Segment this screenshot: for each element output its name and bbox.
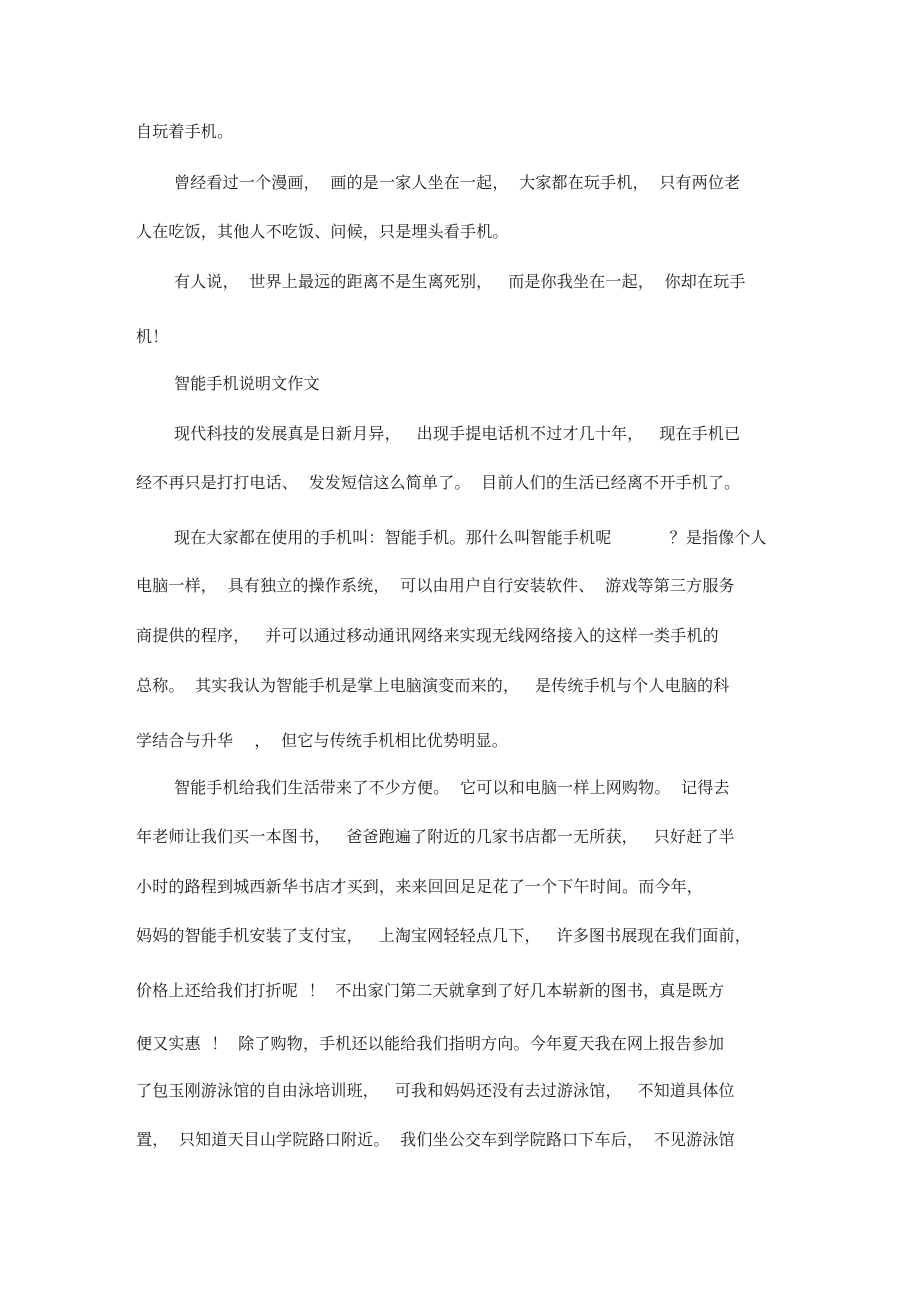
- text-line: 现代科技的发展真是日新月异， 出现手提电话机不过才几十年， 现在手机已: [174, 424, 741, 443]
- text-line: 有人说， 世界上最远的距离不是生离死别， 而是你我坐在一起， 你却在玩手: [174, 272, 746, 291]
- text-line: 了包玉刚游泳馆的自由泳培训班， 可我和妈妈还没有去过游泳馆， 不知道具体位: [136, 1081, 735, 1100]
- text-line: 自玩着手机。: [136, 122, 234, 141]
- text-line: 曾经看过一个漫画， 画的是一家人坐在一起， 大家都在玩手机， 只有两位老: [174, 173, 741, 192]
- text-line: 经不再只是打打电话、 发发短信这么简单了。 目前人们的生活已经离不开手机了。: [136, 473, 741, 492]
- text-line: 总称。 其实我认为智能手机是掌上电脑演变而来的， 是传统手机与个人电脑的科: [136, 676, 730, 695]
- text-line: 价格上还给我们打折呢 ！ 不出家门第二天就拿到了好几本崭新的图书，真是既方: [136, 981, 725, 1000]
- text-line: 智能手机给我们生活带来了不少方便。 它可以和电脑一样上网购物。 记得去: [174, 778, 730, 797]
- text-line: 学结合与升华 ， 但它与传统手机相比优势明显。: [136, 731, 508, 750]
- section-title: 智能手机说明文作文: [174, 374, 320, 393]
- text-line: 商提供的程序， 并可以通过移动通讯网络来实现无线网络接入的这样一类手机的: [136, 626, 719, 645]
- text-line: 小时的路程到城西新华书店才买到，来来回回足足花了一个下午时间。而今年，: [136, 877, 704, 896]
- text-line: 人在吃饭，其他人不吃饭、问候，只是埋头看手机。: [136, 222, 509, 241]
- text-line: 现在大家都在使用的手机叫：智能手机。那什么叫智能手机呢 ？是指像个人: [174, 528, 767, 547]
- text-line: 便又实惠 ！ 除了购物，手机还以能给我们指明方向。今年夏天我在网上报告参加: [136, 1034, 725, 1053]
- text-line: 年老师让我们买一本图书， 爸爸跑遍了附近的几家书店都一无所获， 只好赶了半: [136, 827, 735, 846]
- text-line: 置， 只知道天目山学院路口附近。 我们坐公交车到学院路口下车后， 不见游泳馆: [136, 1130, 735, 1149]
- text-line: 机！: [136, 327, 169, 346]
- text-line: 电脑一样， 具有独立的操作系统， 可以由用户自行安装软件、 游戏等第三方服务: [136, 576, 735, 595]
- text-line: 妈妈的智能手机安装了支付宝， 上淘宝网轻轻点几下， 许多图书展现在我们面前，: [136, 926, 751, 945]
